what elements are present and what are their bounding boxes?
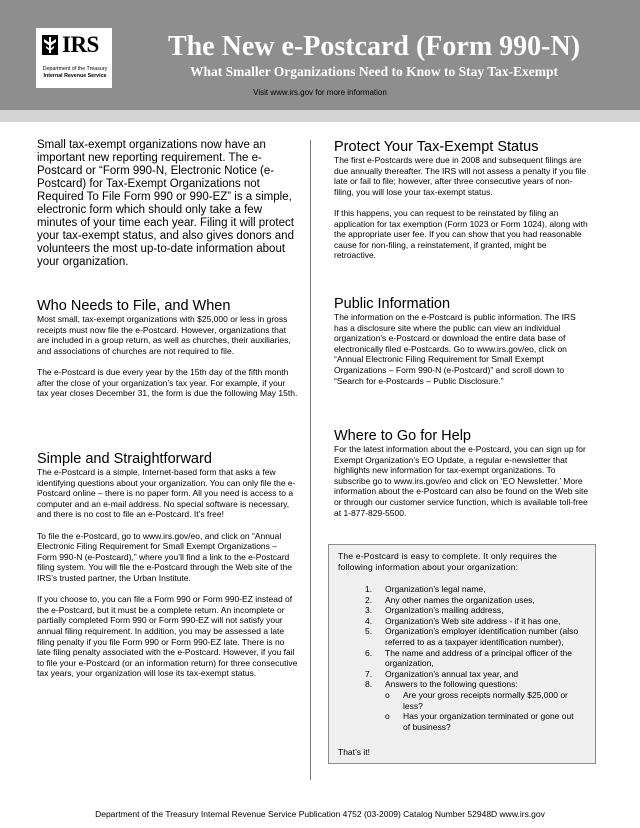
question-item: o Has your organization terminated or gone out of business? <box>385 711 574 732</box>
simple-section <box>37 451 299 679</box>
simple-heading: Simple and Straightforward <box>37 451 212 467</box>
list-item: 3. Organization’s mailing address, <box>365 605 504 616</box>
simple-paragraph-3: If you choose to, you can file a Form 990 or Form 990-EZ instead of the e-Postcard, but it must be a complete return. An incomplete or partially completed Form 990 or Form 990-EZ will not satisfy your annual filing requirement. In addition, you may be assessed a late filing penalty if you file Form 990 or Form 990-EZ late. There is no late filing penalty associated with the e-Postcard. However, if you fail to file your e-Postcard (or an information return) for three consecutive tax years, your organization will lose its tax-exempt status. <box>37 594 298 679</box>
requirements-closing: That’s it! <box>338 747 370 757</box>
list-item: 1. Organization’s legal name, <box>365 584 486 594</box>
help-section <box>334 428 590 518</box>
public-section <box>334 296 590 386</box>
question-list <box>385 690 581 732</box>
list-item: 5. Organization’s employer identification number (also referred to as a taxpayer identification number), <box>365 626 579 647</box>
who-paragraph-2: The e-Postcard is due every year by the 15th day of the fifth month after the close of your organization’s tax year. For example, if your tax year closes December 31, the form is due the following May 15th. <box>37 366 298 399</box>
simple-paragraph-2: To file the e-Postcard, go to www.irs.gov/eo, and click on “Annual Electronic Filing Requirement for Small Exempt Organizations – Form 990-N (e-Postcard),” where you’ll find a link to the e-Postcard filing system. You will file the e-Postcard through the Web site of the IRS’s trusted partner, the Urban Institute. <box>37 530 292 583</box>
requirements-list <box>329 584 595 732</box>
list-item: 7. Organization’s annual tax year, and <box>365 668 519 679</box>
public-paragraph-1: The information on the e-Postcard is public information. The IRS has a disclosure site where the public can view an individual organization’s e-Postcard or download the entire data base of electronically filed e-Postcards. Go to www.irs.gov/eo, click on “Annual Electronic Filing Requirement for Small Exempt Organizations – Form 990-N (e-Postcard)” and scroll down to “Search for e-Postcards – Public Disclosure.” <box>334 312 576 386</box>
irs-wordmark: IRS <box>62 32 99 57</box>
page-footer: Department of the Treasury Internal Revenue Service Publication 4752 (03-2009) Catalog Number 52948D www.irs.gov <box>95 809 545 819</box>
list-item: 2. Any other names the organization uses, <box>365 594 535 605</box>
question-item: o Are your gross receipts normally $25,000 or less? <box>385 689 568 711</box>
who-paragraph-1: Most small, tax-exempt organizations with $25,000 or less in gross receipts must now file the e-Postcard. However, organizations that are included in a group return, as well as churches, their auxiliaries, and associations of churches are not required to file. <box>37 314 291 356</box>
header-banner <box>0 0 640 110</box>
header-band <box>0 110 640 122</box>
help-heading: Where to Go for Help <box>334 428 471 444</box>
help-paragraph-1: For the latest information about the e-Postcard, you can sign up for Exempt Organization’s EO Update, a regular e-newsletter that highlights new information for tax-exempt organizations. To subscribe go to www.irs.gov/eo and click on ‘EO Newsletter.’ More information about the e-Postcard can also be found on the Web site or through our customer service function, which is available toll-free at 1-877-829-5500. <box>334 444 589 518</box>
protect-paragraph-1: The first e-Postcards were due in 2008 and subsequent filings are due annually thereafter. The IRS will not assess a penalty if you file late or fail to file; however, after three consecutive years of non-filing, you will lose your tax-exempt status. <box>334 155 587 197</box>
eagle-icon <box>41 34 59 56</box>
who-heading: Who Needs to File, and When <box>37 298 231 314</box>
who-section <box>37 298 299 399</box>
simple-paragraph-1: The e-Postcard is a simple, Internet-based form that asks a few identifying questions about your organization. You can only file the e-Postcard online – there is no paper form. All you need is access to a computer and an e-mail address. No special software is necessary, and there is no cost to file an e-Postcard. It’s free! <box>37 467 296 520</box>
protect-section <box>334 139 590 261</box>
list-item: 6. The name and address of a principal officer of the organization, <box>365 647 572 669</box>
requirements-heading: The e-Postcard is easy to complete. It only requires the following information about your organization: <box>338 551 558 572</box>
logo-department: Department of the Treasury <box>42 66 108 72</box>
logo-service: Internal Revenue Service <box>43 73 107 79</box>
page-subtitle: What Smaller Organizations Need to Know to Stay Tax-Exempt <box>189 64 558 79</box>
intro-paragraph: Small tax-exempt organizations now have an important new reporting requirement. The e-Postcard or “Form 990-N, Electronic Notice (e-Postcard) for Tax-Exempt Organizations not Required To File Form 990 or 990-EZ” is a simple, electronic form which should only take a few minutes of your time each year. Filing it will protect your tax-exempt status, and also gives donors and volunteers the most up-to-date information about your organization. <box>37 139 294 268</box>
requirements-box <box>328 544 596 764</box>
visit-note: Visit www.irs.gov for more information <box>253 88 387 97</box>
public-heading: Public Information <box>334 296 451 312</box>
page-title: The New e-Postcard (Form 990-N) <box>167 31 581 62</box>
protect-paragraph-2: If this happens, you can request to be reinstated by filing an application for tax exemption (Form 1023 or Form 1024), along with the appropriate user fee. If you can show that you had reasonable cause for non-filing, a reinstatement, if granted, might be retroactive. <box>334 207 588 261</box>
protect-heading: Protect Your Tax-Exempt Status <box>334 139 539 155</box>
list-item: 4. Organization’s Web site address - if it has one, <box>365 615 561 626</box>
list-item: 8. Answers to the following questions: o Are your gross receipts normally $25,000 or less? o Has your organization terminated or gone out of business? <box>329 679 581 732</box>
irs-logo <box>36 28 112 88</box>
column-divider <box>310 140 311 780</box>
